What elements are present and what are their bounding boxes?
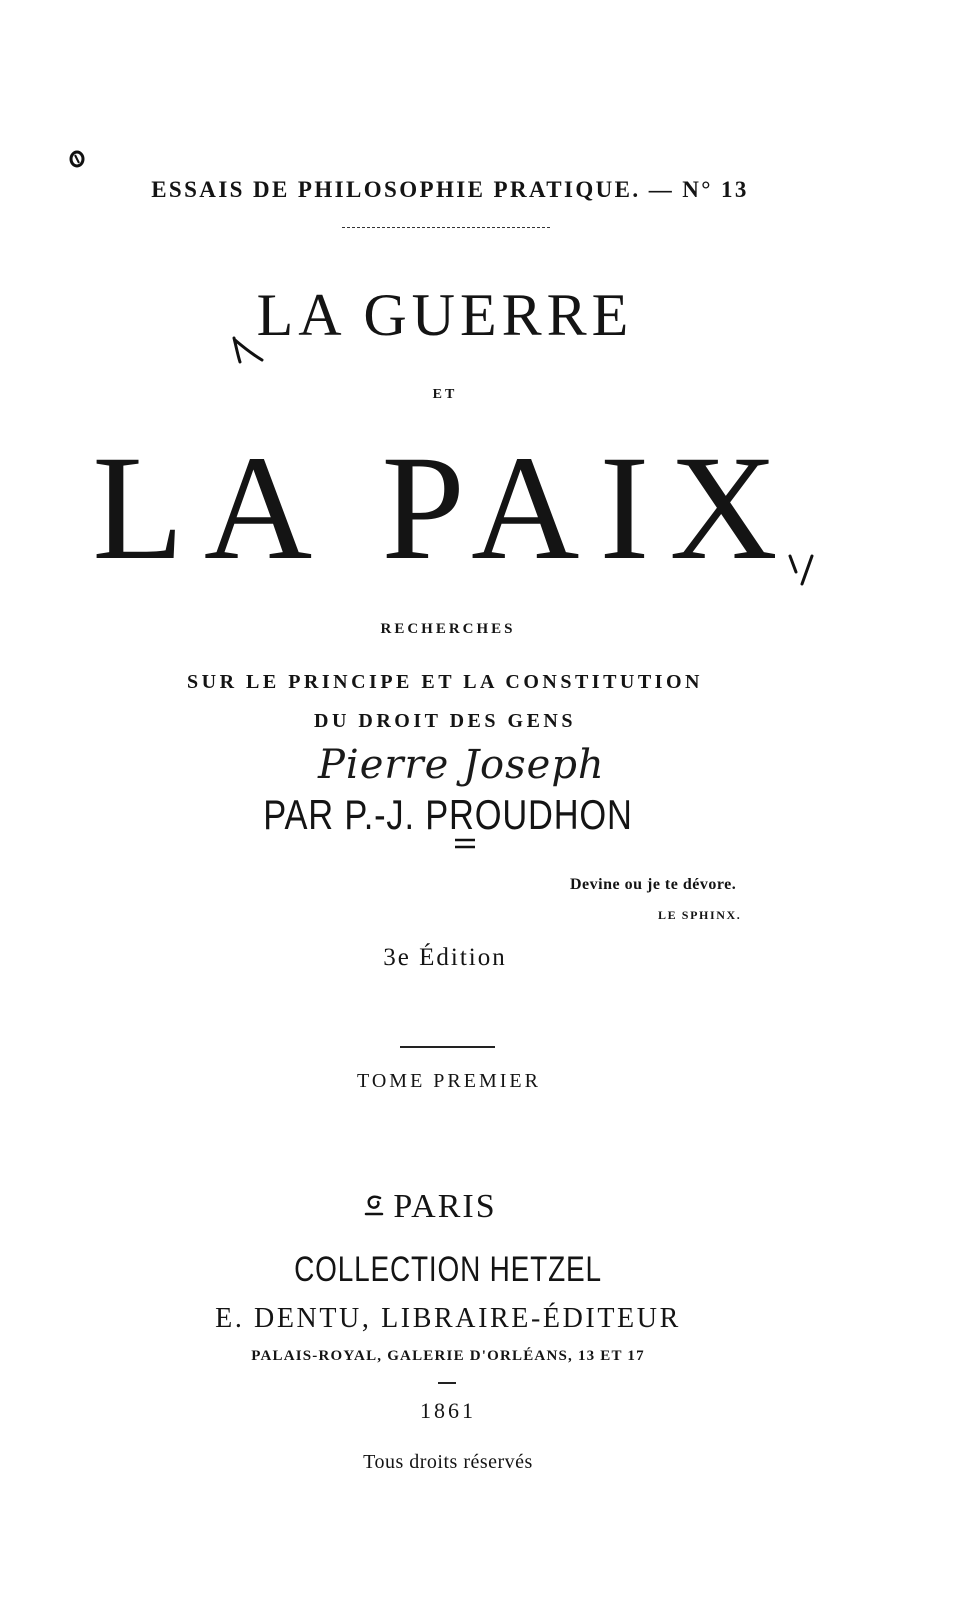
solid-divider (400, 1046, 495, 1048)
author-line: PAR P.-J. PROUDHON (263, 791, 633, 838)
subtitle-line-1: RECHERCHES (380, 621, 516, 637)
epigraph: Devine ou je te dévore. (570, 876, 737, 893)
pencil-slash-icon (782, 548, 822, 588)
ink-mark-icon (66, 148, 88, 170)
address-line: PALAIS-ROYAL, GALERIE D'ORLÉANS, 13 ET 17 (251, 1348, 645, 1364)
handwritten-annotation: Pierre Joseph (318, 742, 605, 788)
city-line: PARIS (393, 1188, 497, 1225)
title-part-2: LA PAIX (92, 425, 798, 591)
title-conjunction: ET (432, 387, 458, 402)
short-divider (438, 1382, 456, 1384)
year-line: 1861 (420, 1398, 476, 1423)
publisher-line: E. DENTU, LIBRAIRE-ÉDITEUR (215, 1303, 681, 1334)
series-line: ESSAIS DE PHILOSOPHIE PRATIQUE. — N° 13 (151, 177, 749, 202)
subtitle-line-3: DU DROIT DES GENS (314, 710, 576, 732)
dashed-divider (342, 227, 550, 228)
epigraph-source: LE SPHINX. (658, 908, 742, 922)
underline-mark-icon (452, 836, 478, 852)
volume-line: TOME PREMIER (357, 1070, 541, 1092)
collection-line: COLLECTION HETZEL (294, 1250, 602, 1289)
rights-line: Tous droits réservés (363, 1451, 533, 1473)
title-part-1: LA GUERRE (256, 282, 634, 348)
subtitle-line-2: SUR LE PRINCIPE ET LA CONSTITUTION (187, 671, 703, 693)
edition-line: 3e Édition (383, 944, 507, 971)
